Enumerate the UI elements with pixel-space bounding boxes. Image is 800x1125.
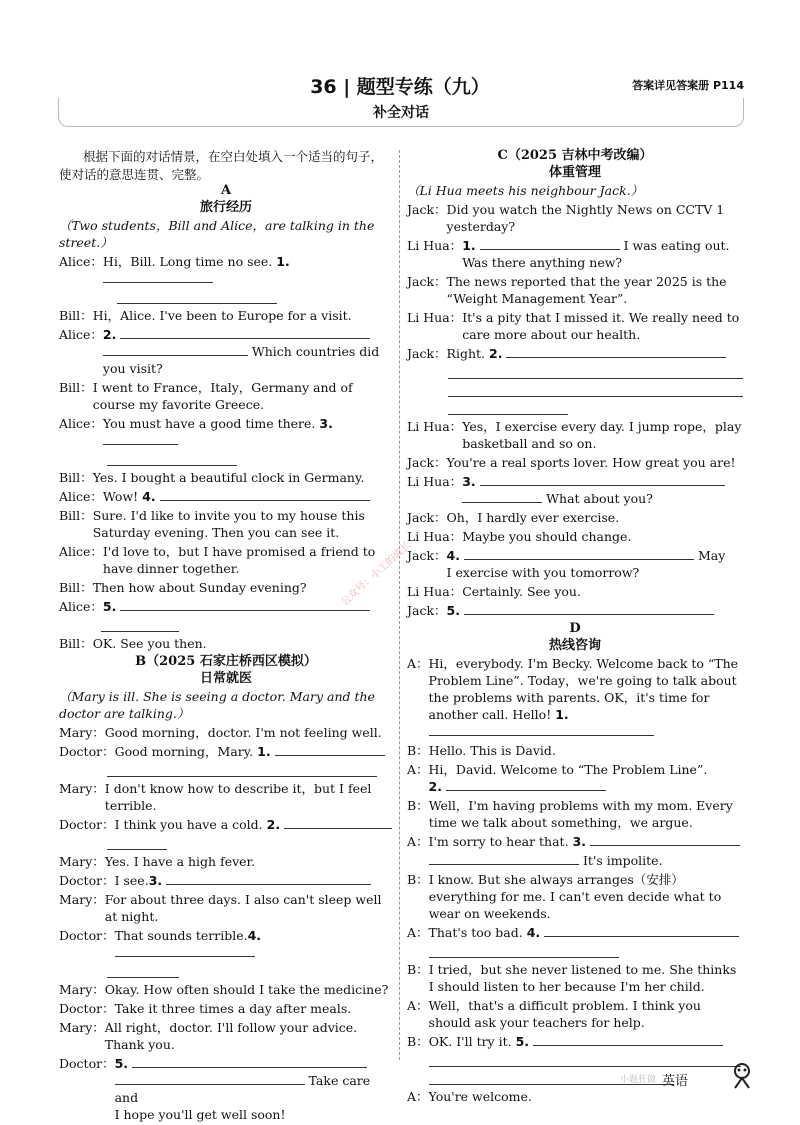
answer-blank[interactable] bbox=[590, 833, 740, 846]
section-d-title: 热线咨询 bbox=[548, 638, 601, 653]
dialogue-line: Alice： 5. bbox=[59, 598, 393, 615]
dialogue-line: Bill： OK. See you then. bbox=[59, 636, 207, 651]
dialogue-line: A： Hi，David. Welcome to “The Problem Line”. 2. bbox=[407, 762, 708, 794]
column-divider bbox=[399, 150, 400, 1060]
dialogue-line: Alice： Hi，Bill. Long time no see. 1. bbox=[59, 253, 393, 287]
dialogue-line: Bill： Yes. I bought a beautiful clock in Germany. bbox=[59, 470, 365, 485]
mascot-icon bbox=[730, 1062, 754, 1096]
dialogue-line: Bill： Sure. I'd like to invite you to my house this Saturday evening. Then you can see it. bbox=[59, 508, 365, 540]
dialogue-line: Li Hua： Maybe you should change. bbox=[407, 529, 632, 544]
answer-blank[interactable] bbox=[107, 835, 167, 850]
instructions: 根据下面的对话情景，在空白处填入一个适当的句子，使对话的意思连贯、完整。 bbox=[59, 149, 384, 182]
answer-blank[interactable] bbox=[115, 1072, 305, 1085]
dialogue-line: Doctor： That sounds terrible.4. bbox=[59, 927, 393, 961]
answer-blank[interactable] bbox=[464, 547, 694, 560]
section-banner bbox=[58, 98, 744, 127]
answer-blank[interactable] bbox=[533, 1033, 723, 1046]
dialogue-line: Mary： Good morning，doctor. I'm not feeling well. bbox=[59, 725, 382, 740]
dialogue-line: Jack： 4. May I exercise with you tomorrow? bbox=[407, 548, 726, 580]
dialogue-line: B： I tried，but she never listened to me. She thinks I should listen to her because I'm her child. bbox=[407, 962, 737, 994]
section-c-context: （Li Hua meets his neighbour Jack.） bbox=[407, 183, 644, 198]
answer-blank[interactable] bbox=[464, 602, 714, 615]
dialogue-line: A： You're welcome. bbox=[407, 1089, 532, 1104]
answer-reference: 答案详见答案册 P114 bbox=[632, 79, 744, 92]
dialogue-line: B： Hello. This is David. bbox=[407, 743, 556, 758]
dialogue-line: Alice： I'd love to，but I have promised a friend to have dinner together. bbox=[59, 544, 376, 576]
section-a-letter: A bbox=[220, 183, 232, 198]
answer-blank[interactable] bbox=[107, 451, 237, 466]
dialogue-line: A： I'm sorry to hear that. 3. bbox=[407, 833, 743, 850]
dialogue-line: Li Hua： 1. I was eating out. Was there anything new? bbox=[407, 238, 730, 270]
answer-blank[interactable] bbox=[429, 723, 654, 736]
answer-blank[interactable] bbox=[429, 852, 579, 865]
dialogue-line: It's impolite. bbox=[407, 852, 743, 869]
dialogue-line: Jack： Right. 2. bbox=[407, 345, 743, 362]
dialogue-line: Doctor： Take it three times a day after meals. bbox=[59, 1001, 352, 1016]
dialogue-line: Jack： 5. bbox=[407, 602, 743, 619]
section-a-title: 旅行经历 bbox=[199, 200, 252, 215]
watermark: 公众号：小工的成长 bbox=[339, 539, 414, 609]
answer-blank[interactable] bbox=[284, 816, 392, 829]
answer-blank[interactable] bbox=[429, 943, 619, 958]
footer-subject: 英语 bbox=[662, 1074, 689, 1089]
banner-title: 补全对话 bbox=[373, 105, 429, 121]
answer-blank[interactable] bbox=[103, 343, 248, 356]
dialogue-line: Alice： You must have a good time there. 3. bbox=[59, 415, 393, 449]
answer-blank[interactable] bbox=[446, 778, 606, 791]
answer-blank[interactable] bbox=[120, 598, 370, 611]
dialogue-line: Doctor： Good morning，Mary. 1. bbox=[59, 743, 393, 760]
answer-blank[interactable] bbox=[480, 237, 620, 250]
dialogue-line: B： Well，I'm having problems with my mom. Every time we talk about something，we argue. bbox=[407, 798, 733, 830]
answer-blank[interactable] bbox=[101, 617, 179, 632]
footer-logo: 小题狂做 bbox=[620, 1075, 657, 1085]
section-d-letter: D bbox=[569, 621, 581, 636]
answer-blank[interactable] bbox=[107, 963, 179, 978]
dialogue-line: Li Hua： 3. What about you? bbox=[407, 473, 743, 507]
section-c-letter: C（2025 吉林中考改编） bbox=[497, 148, 653, 163]
dialogue-line: Bill： I went to France，Italy，Germany and of course my favorite Greece. bbox=[59, 380, 353, 412]
dialogue-line: Bill： Then how about Sunday evening? bbox=[59, 580, 307, 595]
answer-blank[interactable] bbox=[544, 924, 739, 937]
dialogue-line: B： I know. But she always arranges（安排）everything for me. I can't even decide what to wear on weekends. bbox=[407, 872, 722, 921]
page-header-title: 36 | 题型专练（九） bbox=[310, 76, 490, 98]
answer-blank[interactable] bbox=[107, 762, 377, 777]
answer-blank[interactable] bbox=[120, 326, 370, 339]
dialogue-line: Alice： Wow! 4. bbox=[59, 488, 393, 505]
dialogue-line: Mary： Yes. I have a high fever. bbox=[59, 854, 256, 869]
dialogue-line: A： That's too bad. 4. bbox=[407, 924, 743, 941]
dialogue-line: Mary： All right，doctor. I'll follow your advice. Thank you. bbox=[59, 1020, 358, 1052]
dialogue-line: Doctor： I see.3. bbox=[59, 872, 393, 889]
answer-blank[interactable] bbox=[160, 488, 370, 501]
answer-blank[interactable] bbox=[103, 432, 178, 445]
answer-blank[interactable] bbox=[462, 490, 542, 503]
dialogue-line: Jack： You're a real sports lover. How great you are! bbox=[407, 455, 736, 470]
answer-blank[interactable] bbox=[448, 364, 743, 379]
dialogue-line: Doctor： I think you have a cold. 2. bbox=[59, 816, 393, 833]
dialogue-line: Mary： I don't know how to describe it，but I feel terrible. bbox=[59, 781, 372, 813]
dialogue-line: Bill： Hi，Alice. I've been to Europe for a visit. bbox=[59, 308, 352, 323]
dialogue-line: Jack： The news reported that the year 2025 is the “Weight Management Year”. bbox=[407, 274, 727, 306]
dialogue-line: A： Hi，everybody. I'm Becky. Welcome back to “The Problem Line”. Today，we're going to talk about the problems with parents. OK，it's time for another call. Hello! 1. bbox=[407, 655, 743, 740]
answer-blank[interactable] bbox=[448, 400, 568, 415]
answer-blank[interactable] bbox=[166, 872, 371, 885]
answer-blank[interactable] bbox=[103, 270, 213, 283]
answer-blank[interactable] bbox=[448, 382, 743, 397]
dialogue-line: Jack： Oh，I hardly ever exercise. bbox=[407, 510, 620, 525]
dialogue-line: Li Hua： Yes，I exercise every day. I jump rope，play basketball and so on. bbox=[407, 419, 742, 451]
section-b-title: 日常就医 bbox=[199, 671, 252, 686]
answer-blank[interactable] bbox=[115, 944, 255, 957]
dialogue-line: Li Hua： It's a pity that I missed it. We really need to care more about our health. bbox=[407, 310, 740, 342]
section-b-letter: B（2025 石家庄桥西区模拟） bbox=[135, 654, 317, 669]
dialogue-line: Mary： Okay. How often should I take the medicine? bbox=[59, 982, 389, 997]
answer-blank[interactable] bbox=[480, 473, 725, 486]
left-column bbox=[59, 148, 393, 1125]
dialogue-line: Doctor： 5. Take care and I hope you'll get well soon! bbox=[59, 1056, 371, 1122]
answer-blank[interactable] bbox=[117, 289, 277, 304]
section-c-title: 体重管理 bbox=[548, 165, 601, 180]
dialogue-line: Alice： 2. Which countries did you visit? bbox=[59, 327, 380, 376]
dialogue-line: Li Hua： Certainly. See you. bbox=[407, 584, 581, 599]
dialogue-line: B： OK. I'll try it. 5. bbox=[407, 1033, 743, 1050]
answer-blank[interactable] bbox=[132, 1055, 367, 1068]
answer-blank[interactable] bbox=[429, 1052, 741, 1067]
answer-blank[interactable] bbox=[506, 345, 726, 358]
answer-blank[interactable] bbox=[275, 743, 385, 756]
dialogue-line: Mary： For about three days. I also can't sleep well at night. bbox=[59, 892, 382, 924]
section-a-context: （Two students，Bill and Alice，are talking in the street.） bbox=[59, 218, 375, 250]
right-column bbox=[407, 148, 743, 1107]
section-b-context: （Mary is ill. She is seeing a doctor. Mary and the doctor are talking.） bbox=[59, 689, 375, 721]
dialogue-line: Jack： Did you watch the Nightly News on CCTV 1 yesterday? bbox=[407, 202, 725, 234]
dialogue-line: A： Well，that's a difficult problem. I think you should ask your teachers for help. bbox=[407, 998, 701, 1030]
